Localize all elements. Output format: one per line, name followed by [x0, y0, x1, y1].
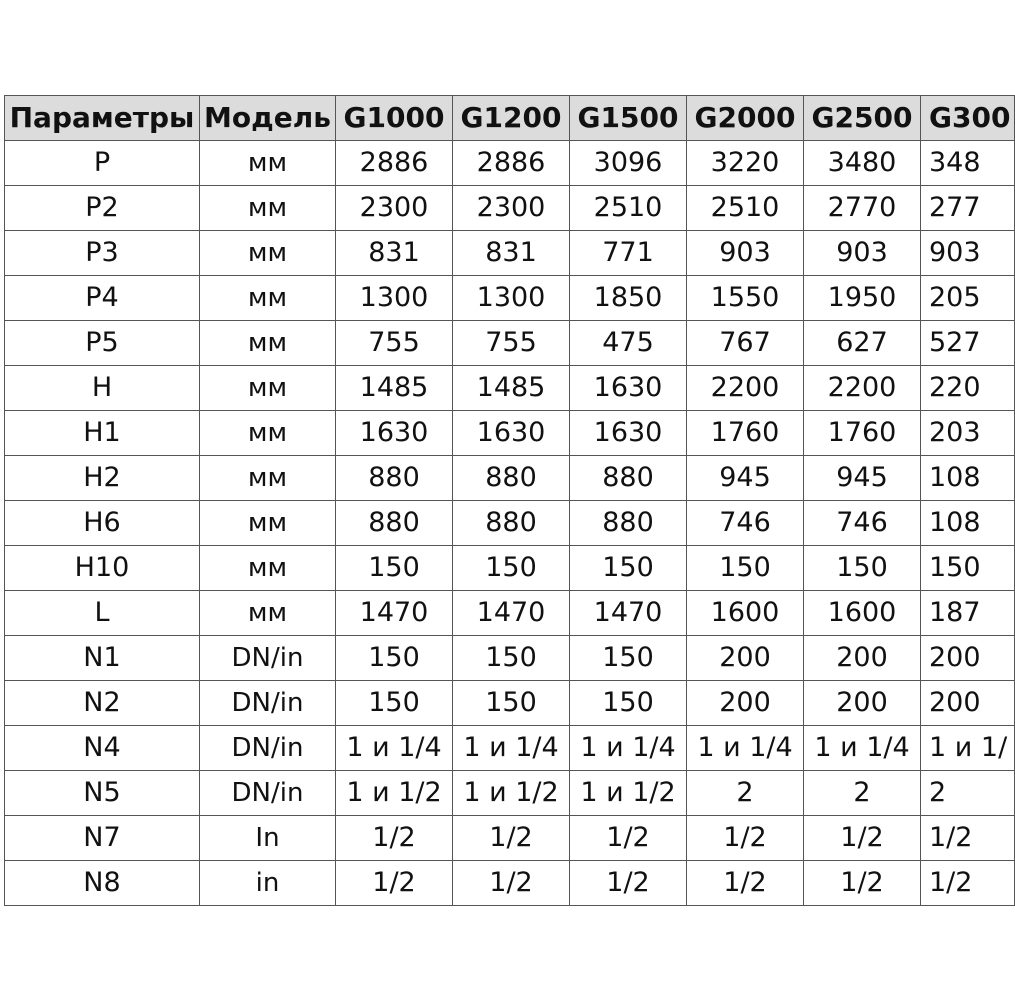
value-cell: 903: [804, 231, 921, 276]
header-model: Модель: [200, 96, 336, 141]
value-cell: 203: [921, 411, 1015, 456]
param-name-cell: N1: [5, 636, 200, 681]
table-row: [5, 636, 1015, 681]
value-cell: 1/2: [336, 861, 453, 906]
value-cell: 150: [336, 546, 453, 591]
value-cell: 831: [453, 231, 570, 276]
value-cell: 2510: [687, 186, 804, 231]
value-cell: 1/2: [687, 861, 804, 906]
value-cell: 2200: [687, 366, 804, 411]
table-row: [5, 186, 1015, 231]
table-row: [5, 456, 1015, 501]
table-row: [5, 276, 1015, 321]
table-row: [5, 321, 1015, 366]
value-cell: 1630: [570, 411, 687, 456]
unit-cell: мм: [200, 411, 336, 456]
value-cell: 1 и 1/4: [570, 726, 687, 771]
header-model-column: G300: [921, 96, 1015, 141]
param-name-cell: H10: [5, 546, 200, 591]
value-cell: 1/2: [570, 861, 687, 906]
value-cell: 945: [804, 456, 921, 501]
unit-cell: мм: [200, 366, 336, 411]
value-cell: 771: [570, 231, 687, 276]
table-row: [5, 771, 1015, 816]
value-cell: 1300: [453, 276, 570, 321]
param-name-cell: N7: [5, 816, 200, 861]
param-name-cell: P2: [5, 186, 200, 231]
value-cell: 880: [453, 456, 570, 501]
value-cell: 1630: [570, 366, 687, 411]
value-cell: 2886: [336, 141, 453, 186]
value-cell: 755: [336, 321, 453, 366]
table-row: [5, 591, 1015, 636]
value-cell: 108: [921, 501, 1015, 546]
value-cell: 2300: [453, 186, 570, 231]
value-cell: 1/2: [804, 861, 921, 906]
value-cell: 1 и 1/4: [687, 726, 804, 771]
value-cell: 1/2: [453, 816, 570, 861]
value-cell: 1300: [336, 276, 453, 321]
value-cell: 277: [921, 186, 1015, 231]
value-cell: 3096: [570, 141, 687, 186]
unit-cell: мм: [200, 186, 336, 231]
value-cell: 150: [453, 681, 570, 726]
value-cell: 150: [570, 681, 687, 726]
value-cell: 150: [336, 681, 453, 726]
unit-cell: DN/in: [200, 636, 336, 681]
value-cell: 2886: [453, 141, 570, 186]
unit-cell: DN/in: [200, 771, 336, 816]
header-model-column: G2500: [804, 96, 921, 141]
param-name-cell: H2: [5, 456, 200, 501]
table-row: [5, 231, 1015, 276]
value-cell: 205: [921, 276, 1015, 321]
value-cell: 150: [570, 546, 687, 591]
param-name-cell: N5: [5, 771, 200, 816]
parameters-table-container: [4, 95, 1011, 906]
param-name-cell: H: [5, 366, 200, 411]
table-row: [5, 366, 1015, 411]
header-model-column: G2000: [687, 96, 804, 141]
unit-cell: in: [200, 861, 336, 906]
header-parameters: Параметры: [5, 96, 200, 141]
value-cell: 1 и 1/2: [570, 771, 687, 816]
table-row: [5, 411, 1015, 456]
header-model-column: G1000: [336, 96, 453, 141]
unit-cell: In: [200, 816, 336, 861]
value-cell: 831: [336, 231, 453, 276]
value-cell: 746: [687, 501, 804, 546]
value-cell: 200: [687, 681, 804, 726]
param-name-cell: P3: [5, 231, 200, 276]
value-cell: 187: [921, 591, 1015, 636]
value-cell: 2770: [804, 186, 921, 231]
value-cell: 755: [453, 321, 570, 366]
value-cell: 3480: [804, 141, 921, 186]
value-cell: 1 и 1/4: [453, 726, 570, 771]
value-cell: 2: [687, 771, 804, 816]
value-cell: 1485: [453, 366, 570, 411]
value-cell: 1850: [570, 276, 687, 321]
param-name-cell: H6: [5, 501, 200, 546]
value-cell: 1470: [453, 591, 570, 636]
unit-cell: мм: [200, 276, 336, 321]
value-cell: 150: [804, 546, 921, 591]
value-cell: 627: [804, 321, 921, 366]
unit-cell: мм: [200, 321, 336, 366]
value-cell: 1 и 1/4: [336, 726, 453, 771]
value-cell: 1950: [804, 276, 921, 321]
value-cell: 1 и 1/2: [336, 771, 453, 816]
table-row: [5, 546, 1015, 591]
value-cell: 200: [804, 681, 921, 726]
value-cell: 945: [687, 456, 804, 501]
value-cell: 903: [921, 231, 1015, 276]
value-cell: 220: [921, 366, 1015, 411]
value-cell: 1/2: [336, 816, 453, 861]
value-cell: 1485: [336, 366, 453, 411]
value-cell: 1 и 1/: [921, 726, 1015, 771]
value-cell: 1600: [687, 591, 804, 636]
value-cell: 527: [921, 321, 1015, 366]
unit-cell: DN/in: [200, 681, 336, 726]
param-name-cell: H1: [5, 411, 200, 456]
value-cell: 880: [453, 501, 570, 546]
value-cell: 150: [336, 636, 453, 681]
param-name-cell: N4: [5, 726, 200, 771]
param-name-cell: P5: [5, 321, 200, 366]
value-cell: 2200: [804, 366, 921, 411]
value-cell: 1 и 1/2: [453, 771, 570, 816]
value-cell: 1470: [336, 591, 453, 636]
header-row: [5, 96, 1015, 141]
value-cell: 108: [921, 456, 1015, 501]
value-cell: 200: [804, 636, 921, 681]
value-cell: 1600: [804, 591, 921, 636]
value-cell: 200: [921, 636, 1015, 681]
param-name-cell: N8: [5, 861, 200, 906]
value-cell: 1 и 1/4: [804, 726, 921, 771]
unit-cell: мм: [200, 546, 336, 591]
unit-cell: мм: [200, 141, 336, 186]
unit-cell: мм: [200, 456, 336, 501]
value-cell: 150: [570, 636, 687, 681]
value-cell: 903: [687, 231, 804, 276]
value-cell: 150: [921, 546, 1015, 591]
value-cell: 880: [570, 501, 687, 546]
table-body: [5, 141, 1015, 906]
table-row: [5, 141, 1015, 186]
value-cell: 200: [687, 636, 804, 681]
value-cell: 150: [687, 546, 804, 591]
header-model-column: G1200: [453, 96, 570, 141]
table-row: [5, 501, 1015, 546]
value-cell: 1550: [687, 276, 804, 321]
value-cell: 1470: [570, 591, 687, 636]
value-cell: 2: [804, 771, 921, 816]
table-row: [5, 861, 1015, 906]
value-cell: 475: [570, 321, 687, 366]
value-cell: 2300: [336, 186, 453, 231]
unit-cell: мм: [200, 591, 336, 636]
value-cell: 150: [453, 636, 570, 681]
value-cell: 1760: [687, 411, 804, 456]
value-cell: 880: [336, 501, 453, 546]
header-model-column: G1500: [570, 96, 687, 141]
value-cell: 746: [804, 501, 921, 546]
parameters-table: [4, 95, 1015, 906]
table-row: [5, 816, 1015, 861]
value-cell: 348: [921, 141, 1015, 186]
value-cell: 1/2: [453, 861, 570, 906]
value-cell: 880: [570, 456, 687, 501]
unit-cell: мм: [200, 231, 336, 276]
value-cell: 2: [921, 771, 1015, 816]
value-cell: 1/2: [921, 861, 1015, 906]
value-cell: 3220: [687, 141, 804, 186]
value-cell: 767: [687, 321, 804, 366]
value-cell: 1/2: [687, 816, 804, 861]
unit-cell: мм: [200, 501, 336, 546]
value-cell: 150: [453, 546, 570, 591]
value-cell: 2510: [570, 186, 687, 231]
value-cell: 1760: [804, 411, 921, 456]
table-row: [5, 726, 1015, 771]
param-name-cell: N2: [5, 681, 200, 726]
table-row: [5, 681, 1015, 726]
table-header: [5, 96, 1015, 141]
value-cell: 1/2: [921, 816, 1015, 861]
value-cell: 1/2: [804, 816, 921, 861]
value-cell: 880: [336, 456, 453, 501]
value-cell: 1630: [336, 411, 453, 456]
unit-cell: DN/in: [200, 726, 336, 771]
param-name-cell: P: [5, 141, 200, 186]
value-cell: 1/2: [570, 816, 687, 861]
param-name-cell: L: [5, 591, 200, 636]
param-name-cell: P4: [5, 276, 200, 321]
value-cell: 200: [921, 681, 1015, 726]
value-cell: 1630: [453, 411, 570, 456]
